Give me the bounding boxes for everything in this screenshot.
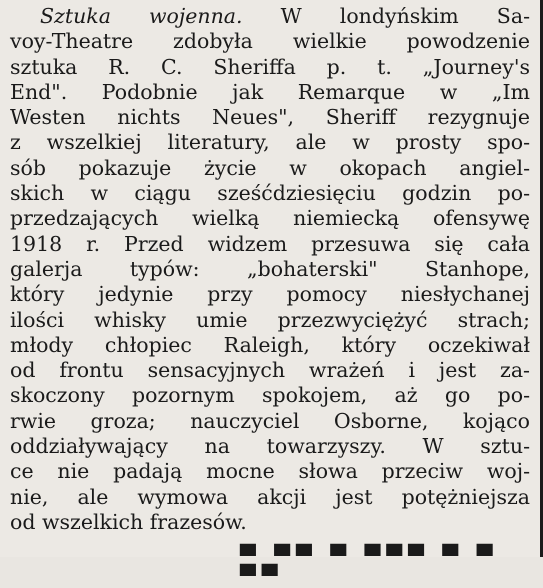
article-first-line-text: W londyńskim Sa- <box>280 4 530 28</box>
article-title: Sztuka wojenna. <box>40 4 243 28</box>
article-line: nie, ale wymowa akcji jest potężniejsza <box>10 484 530 509</box>
article-line: skoczony pozornym spokojem, aż go po- <box>10 383 530 408</box>
article-body <box>10 4 530 535</box>
article-line: skich w ciągu sześćdziesięciu godzin po- <box>10 181 530 206</box>
cut-off-next-line: ▀ ▀▀ ▀ ▀▀▀ ▀ ▀ ▀▀ <box>240 544 499 588</box>
article-line: który jedynie przy pomocy niesłychanej <box>10 282 530 307</box>
article-line: z wszelkiej literatury, ale w prosty spo- <box>10 130 530 155</box>
article-line: przedzających wielką niemiecką ofensywę <box>10 206 530 231</box>
article-line: galerja typów: „bohaterski" Stanhope, <box>10 256 530 281</box>
article-line: sztuka R. C. Sheriffa p. t. „Journey's <box>10 54 530 79</box>
article-line: End". Podobnie jak Remarque w „Im <box>10 79 530 104</box>
article-line: od frontu sensacyjnych wrażeń i jest za- <box>10 358 530 383</box>
article-line: ilości whisky umie przezwyciężyć strach; <box>10 307 530 332</box>
article-line: voy-Theatre zdobyła wielkie powodzenie <box>10 29 530 54</box>
article-line: ce nie padają mocne słowa przeciw woj- <box>10 459 530 484</box>
article-first-line <box>10 4 530 29</box>
article-line: rwie groza; nauczyciel Osborne, kojąco <box>10 408 530 433</box>
article-line: młody chłopiec Raleigh, który oczekiwał <box>10 332 530 357</box>
article-line: Westen nichts Neues", Sheriff rezygnuje <box>10 105 530 130</box>
article-last-line: od wszelkich frazesów. <box>10 509 247 534</box>
article-line: 1918 r. Przed widzem przesuwa się cała <box>10 231 530 256</box>
article-line: sób pokazuje życie w okopach angiel- <box>10 155 530 180</box>
article-line: oddziaływający na towarzyszy. W sztu- <box>10 434 530 459</box>
